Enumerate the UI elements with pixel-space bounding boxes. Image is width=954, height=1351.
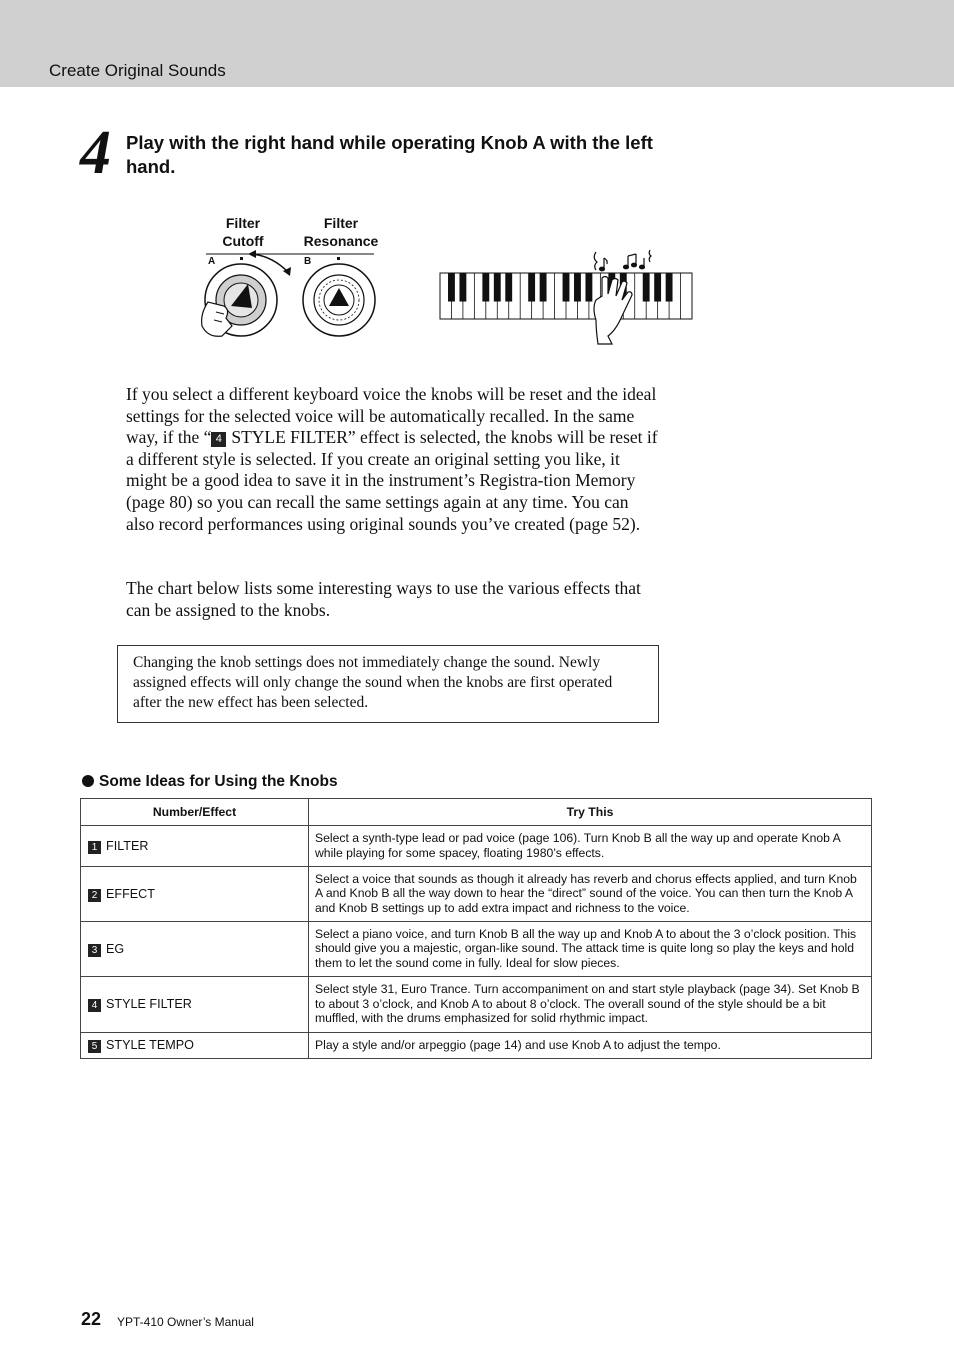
try-this-cell: Select style 31, Euro Trance. Turn accompaniment on and start style playback (page 34). Set Knob B to about 3 o’clock, and Knob A to about 8 o’clock. The overall sound of the style should be a bit muffled, with the drums emphasized for solid rhythmic impact. (309, 977, 872, 1033)
knob-a-icon (202, 264, 277, 336)
try-this-cell: Select a piano voice, and turn Knob B all the way up and Knob A to about the 3 o’clock position. This should give you a majestic, organ-like sound. The attack time is quite long so play the keys and hold them to let the sound come in fully. Ideal for slow pieces. (309, 922, 872, 977)
body-paragraph-2: The chart below lists some interesting ways to use the various effects that can be assigned to the knobs. (126, 578, 641, 620)
try-this-cell: Select a synth-type lead or pad voice (page 106). Turn Knob B all the way up and operate Knob A while playing for some spacey, floating 1980’s effects. (309, 826, 872, 867)
knob-label-filter-resonance: Filter Resonance (303, 215, 379, 249)
page-number: 22 (81, 1309, 102, 1329)
step-instruction: Play with the right hand while operating Knob A with the left hand. (126, 132, 653, 177)
table-row (81, 867, 872, 922)
table-header-row (81, 799, 872, 826)
step-number: 4 (80, 119, 111, 187)
knob-illustration (196, 210, 396, 350)
effect-cell (81, 922, 309, 977)
effect-number-badge: 5 (88, 1040, 101, 1053)
effect-name: FILTER (106, 838, 149, 853)
music-notes-icon (594, 250, 651, 271)
body-paragraph-1 (126, 384, 661, 535)
ideas-table (80, 798, 872, 1059)
column-header-try-this: Try This (309, 799, 872, 826)
body-paragraph-1-end: STYLE FILTER” effect is selected, the knobs will be reset if a different style is selected. If you create an original setting you like, it might be a good idea to save it in the instrument’s Registra-tion Memory (page 80) so you can recall the same settings again at any time. You can also record performances using original sounds you’ve created (page 52). (126, 427, 658, 534)
effect-cell (81, 1033, 309, 1059)
note-box: Changing the knob settings does not immediately change the sound. Newly assigned effects will only change the sound when the knobs are first operated after the new effect has been selected. (117, 645, 659, 723)
knob-b-icon (303, 264, 375, 336)
knob-letter-a: A (208, 256, 216, 267)
ideas-heading (82, 773, 338, 791)
effect-name: STYLE FILTER (106, 997, 192, 1011)
effect-name: EFFECT (106, 886, 155, 901)
table-row (81, 977, 872, 1033)
knob-drawing (196, 210, 396, 350)
style-filter-number-badge: 4 (211, 432, 226, 447)
bullet-icon (82, 775, 94, 787)
try-this-cell: Play a style and/or arpeggio (page 14) and use Knob A to adjust the tempo. (309, 1033, 872, 1059)
body-paragraph-1-start: If you select a different keyboard voice the knobs will be reset and the ideal settings for the selected voice will be automatically recalled. In the same way, if the “ (126, 384, 657, 448)
effect-cell (81, 977, 309, 1033)
table-row (81, 826, 872, 867)
keyboard-drawing (436, 244, 696, 348)
effect-name: EG (106, 941, 125, 956)
table-row (81, 1033, 872, 1059)
ideas-heading-text: Some Ideas for Using the Knobs (99, 773, 338, 790)
manual-name: YPT-410 Owner’s Manual (117, 1315, 254, 1329)
try-this-cell: Select a voice that sounds as though it already has reverb and chorus effects applied, and turn Knob A and Knob B all the way down to hear the “direct” sound of the voice. You can then turn the Knob A and Knob B settings up to add extra impact and richness to the voice. (309, 867, 872, 922)
knob-label-filter-cutoff: Filter Cutoff (222, 215, 264, 249)
keyboard-illustration (436, 244, 696, 348)
effect-number-badge: 4 (88, 999, 101, 1012)
effect-name: STYLE TEMPO (106, 1038, 194, 1052)
table-row (81, 922, 872, 977)
effect-number-badge: 1 (88, 841, 101, 854)
effect-number-badge: 2 (88, 889, 101, 902)
effect-number-badge: 3 (88, 944, 101, 957)
column-header-number-effect: Number/Effect (81, 799, 309, 826)
knob-letter-b: B (304, 256, 312, 267)
effect-cell (81, 826, 309, 867)
section-title: Create Original Sounds (49, 61, 226, 80)
effect-cell (81, 867, 309, 922)
